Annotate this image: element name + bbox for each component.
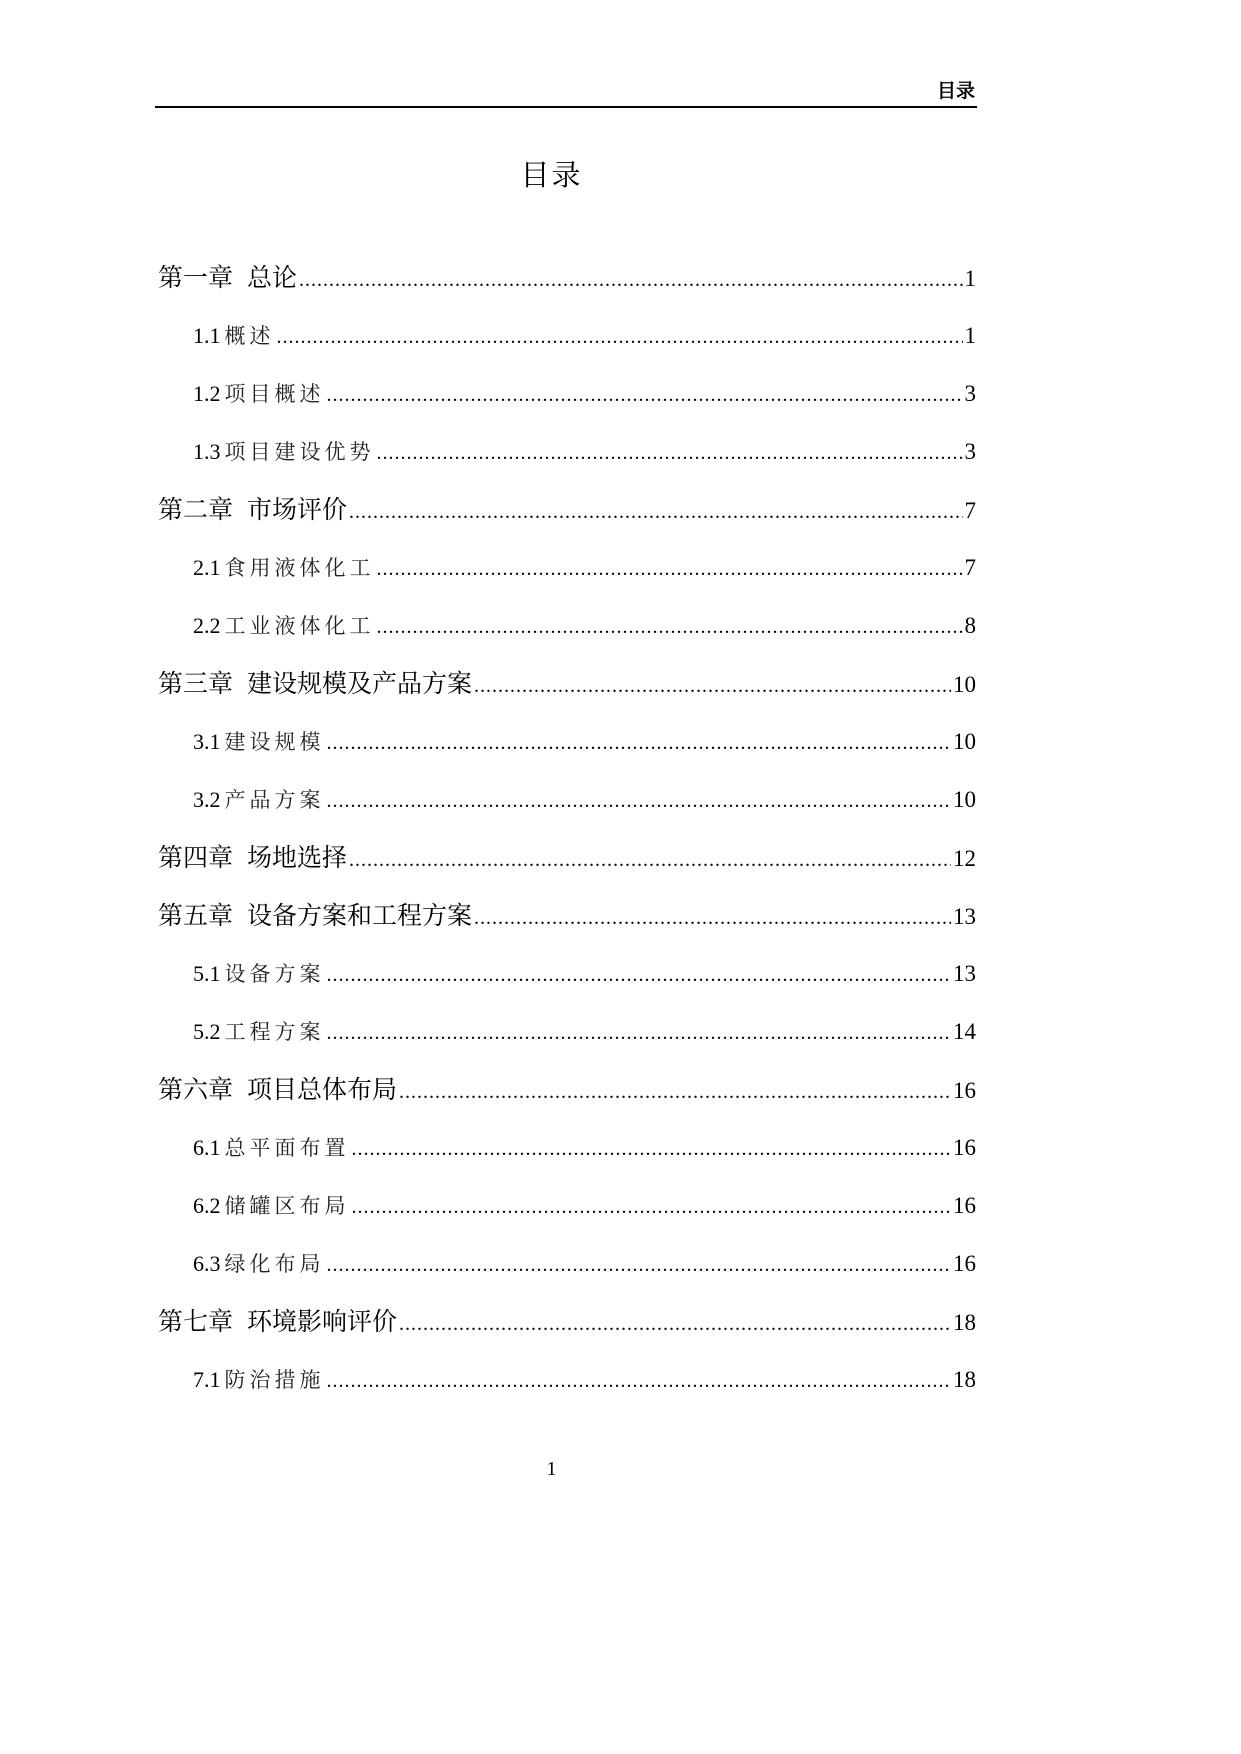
toc-dot-leader (474, 898, 951, 938)
toc-entry-page: 16 (953, 1193, 976, 1218)
toc-entry-page: 12 (953, 846, 976, 871)
toc-dot-leader (352, 1129, 952, 1169)
toc-entry-page: 13 (953, 904, 976, 929)
toc-section-entry[interactable] (158, 1128, 976, 1186)
toc-entry-page: 8 (964, 613, 976, 638)
toc-dot-leader (399, 1304, 951, 1344)
toc-chapter-entry[interactable] (158, 664, 976, 722)
toc-dot-leader (327, 1361, 952, 1401)
toc-entry-number: 1.2 (193, 381, 221, 406)
toc-section-entry[interactable] (158, 1360, 976, 1418)
toc-entry-number: 5.2 (193, 1019, 221, 1044)
toc-entry-title: 食用液体化工 (224, 556, 375, 580)
toc-entry-page: 1 (964, 323, 976, 348)
running-header (155, 78, 977, 108)
toc-entry-number: 1.1 (193, 323, 221, 348)
toc-entry-title: 设备方案 (224, 962, 325, 986)
toc-dot-leader (349, 492, 962, 532)
table-of-contents (158, 258, 976, 1418)
toc-entry-number: 7.1 (193, 1367, 221, 1392)
toc-entry-page: 10 (953, 787, 976, 812)
toc-entry-title: 市场评价 (247, 495, 348, 524)
toc-entry-title: 项目概述 (224, 382, 325, 406)
toc-entry-title: 项目总体布局 (247, 1075, 398, 1104)
toc-entry-page: 10 (953, 729, 976, 754)
toc-entry-number: 第六章 (158, 1075, 234, 1104)
toc-section-entry[interactable] (158, 606, 976, 664)
toc-entry-number: 6.2 (193, 1193, 221, 1218)
toc-entry-number: 3.2 (193, 787, 221, 812)
toc-entry-page: 18 (953, 1310, 976, 1335)
toc-entry-number: 第一章 (158, 263, 234, 292)
toc-section-entry[interactable] (158, 548, 976, 606)
toc-entry-page: 18 (953, 1367, 976, 1392)
toc-dot-leader (327, 955, 952, 995)
toc-dot-leader (327, 723, 952, 763)
toc-chapter-entry[interactable] (158, 490, 976, 548)
toc-entry-title: 建设规模 (224, 730, 325, 754)
toc-entry-number: 第三章 (158, 669, 234, 698)
toc-entry-title: 环境影响评价 (247, 1307, 398, 1336)
toc-entry-title: 绿化布局 (224, 1252, 325, 1276)
toc-entry-number: 3.1 (193, 729, 221, 754)
toc-entry-title: 工程方案 (224, 1020, 325, 1044)
toc-entry-title: 工业液体化工 (224, 614, 375, 638)
toc-entry-number: 第二章 (158, 495, 234, 524)
toc-entry-number: 第四章 (158, 843, 234, 872)
page-number: 1 (546, 1458, 557, 1480)
toc-chapter-entry[interactable] (158, 1070, 976, 1128)
toc-entry-title: 总论 (247, 263, 298, 292)
toc-dot-leader (399, 1072, 951, 1112)
toc-section-entry[interactable] (158, 954, 976, 1012)
running-header-label: 目录 (936, 80, 975, 102)
toc-entry-number: 第七章 (158, 1307, 234, 1336)
page-title: 目录 (520, 158, 583, 192)
toc-entry-page: 16 (953, 1251, 976, 1276)
toc-entry-title: 产品方案 (224, 788, 325, 812)
toc-section-entry[interactable] (158, 1186, 976, 1244)
toc-section-entry[interactable] (158, 1012, 976, 1070)
toc-dot-leader (327, 1013, 952, 1053)
toc-chapter-entry[interactable] (158, 258, 976, 316)
toc-entry-page: 16 (953, 1135, 976, 1160)
toc-section-entry[interactable] (158, 374, 976, 432)
toc-entry-number: 6.1 (193, 1135, 221, 1160)
toc-chapter-entry[interactable] (158, 1302, 976, 1360)
toc-dot-leader (299, 260, 962, 300)
toc-entry-number: 2.1 (193, 555, 221, 580)
toc-dot-leader (327, 375, 963, 415)
toc-section-entry[interactable] (158, 432, 976, 490)
toc-entry-title: 设备方案和工程方案 (247, 901, 473, 930)
toc-entry-number: 第五章 (158, 901, 234, 930)
toc-dot-leader (277, 317, 963, 357)
toc-entry-number: 5.1 (193, 961, 221, 986)
toc-entry-page: 7 (964, 555, 976, 580)
toc-dot-leader (349, 840, 951, 880)
toc-entry-page: 14 (953, 1019, 976, 1044)
toc-entry-number: 2.2 (193, 613, 221, 638)
toc-entry-title: 总平面布置 (224, 1136, 350, 1160)
toc-entry-number: 1.3 (193, 439, 221, 464)
toc-dot-leader (327, 781, 952, 821)
toc-dot-leader (377, 607, 963, 647)
toc-entry-page: 3 (964, 439, 976, 464)
toc-entry-number: 6.3 (193, 1251, 221, 1276)
toc-entry-page: 7 (964, 498, 976, 523)
toc-section-entry[interactable] (158, 722, 976, 780)
toc-entry-title: 概述 (224, 324, 275, 348)
toc-dot-leader (377, 549, 963, 589)
toc-entry-page: 16 (953, 1078, 976, 1103)
toc-dot-leader (352, 1187, 952, 1227)
toc-section-entry[interactable] (158, 780, 976, 838)
toc-entry-title: 项目建设优势 (224, 440, 375, 464)
toc-entry-title: 储罐区布局 (224, 1194, 350, 1218)
toc-entry-page: 1 (964, 266, 976, 291)
toc-chapter-entry[interactable] (158, 896, 976, 954)
toc-section-entry[interactable] (158, 1244, 976, 1302)
toc-chapter-entry[interactable] (158, 838, 976, 896)
toc-entry-page: 13 (953, 961, 976, 986)
toc-dot-leader (327, 1245, 952, 1285)
toc-entry-title: 防治措施 (224, 1368, 325, 1392)
toc-dot-leader (474, 666, 951, 706)
toc-entry-title: 建设规模及产品方案 (247, 669, 473, 698)
toc-entry-page: 10 (953, 672, 976, 697)
toc-entry-page: 3 (964, 381, 976, 406)
toc-entry-title: 场地选择 (247, 843, 348, 872)
toc-section-entry[interactable] (158, 316, 976, 374)
toc-dot-leader (377, 433, 963, 473)
